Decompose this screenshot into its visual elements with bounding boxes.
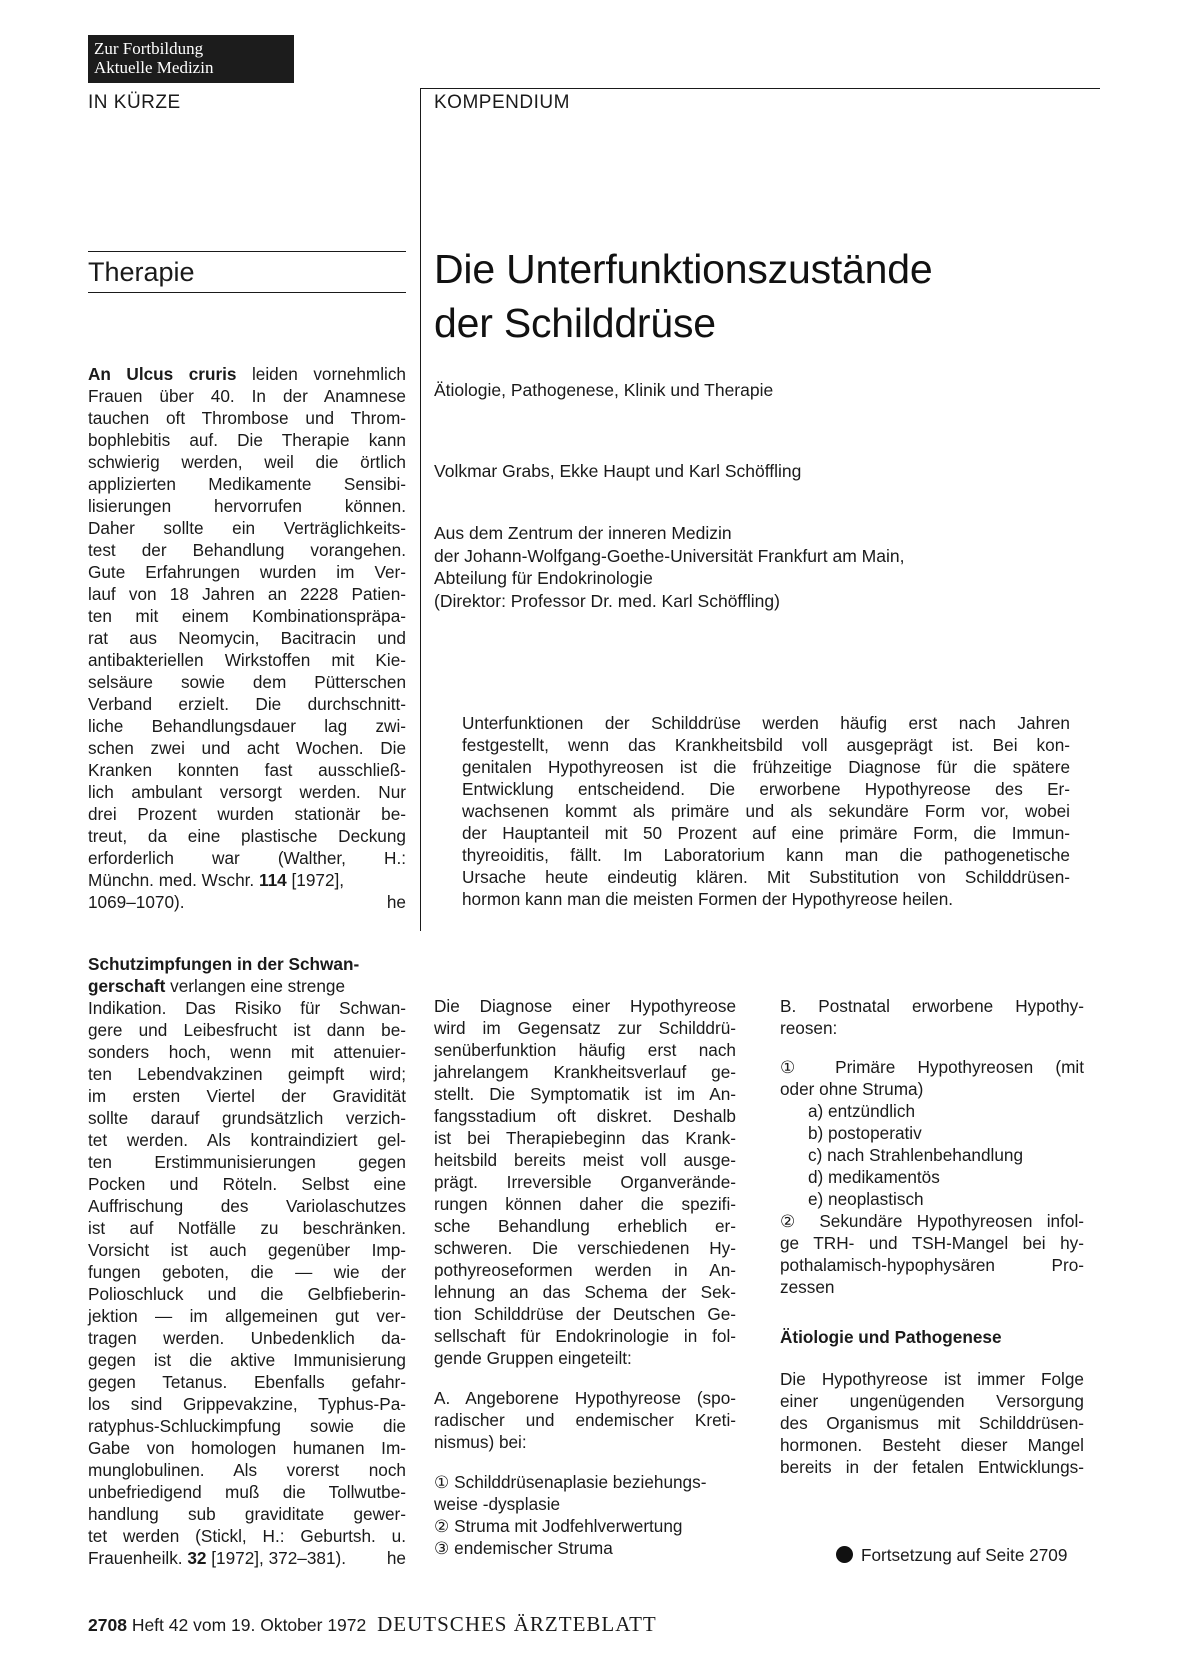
text-line: c) nach Strahlenbehandlung — [808, 1145, 1024, 1165]
text-line: zessen — [780, 1277, 835, 1297]
text-line: heitsbild bereits meist voll ausge- — [434, 1150, 736, 1170]
text-line: handlung sub graviditate gewer- — [88, 1504, 406, 1524]
text-line: unbefriedigend muß die Tollwutbe- — [88, 1482, 406, 1502]
ulcus-ref-end: 1069–1070). he — [88, 892, 406, 912]
text-line: ratyphus-Schluckimpfung sowie die — [88, 1416, 406, 1436]
group-b-heading — [780, 995, 1084, 1039]
text-line: sonders hoch, wenn mit attenuier- — [88, 1042, 406, 1062]
article-column-1 — [434, 995, 736, 1559]
magazine-name: DEUTSCHES ÄRZTEBLATT — [377, 1612, 657, 1636]
text-line: rungen können daher die spezifi- — [434, 1194, 736, 1214]
column-divider — [420, 88, 421, 931]
text-line: ge TRH- und TSH-Mangel bei hy- — [780, 1233, 1084, 1253]
text-line: Gute Erfahrungen wurden im Ver- — [88, 562, 406, 582]
text-line: (Direktor: Professor Dr. med. Karl Schöffling) — [434, 590, 780, 611]
article-authors: Volkmar Grabs, Ekke Haupt und Karl Schöffling — [434, 461, 802, 481]
article-title-line-2: der Schilddrüse — [434, 300, 716, 346]
article-abstract — [462, 712, 1070, 910]
bullet-icon — [836, 1546, 853, 1563]
text-line: ist bei Therapiebeginn das Krank- — [434, 1128, 736, 1148]
text-line: schweren. Die verschiedenen Hy- — [434, 1238, 736, 1258]
text-line: ② Struma mit Jodfehlverwertung — [434, 1516, 683, 1536]
text-line: schwierig werden, weil die örtlich — [88, 452, 406, 472]
text-line: gegen ist die aktive Immunisierung — [88, 1350, 406, 1370]
therapie-heading: Therapie — [88, 257, 195, 287]
schutzimpfungen-text — [88, 997, 406, 1547]
text-line: hormonen. Besteht dieser Mangel — [780, 1435, 1084, 1455]
text-line: wachsenen kommt als primäre und als sekundäre Form vor, wobei — [462, 801, 1070, 821]
text-line: fangsstadium oft diskret. Deshalb — [434, 1106, 736, 1126]
article-column-2 — [780, 995, 1084, 1478]
text-line: gegen Tetanus. Ebenfalls gefahr- — [88, 1372, 406, 1392]
ulcus-cruris-text — [88, 363, 406, 869]
text-line: pothyreoseformen werden in An- — [434, 1260, 736, 1280]
text-line: pothalamisch-hypophysären Pro- — [780, 1255, 1084, 1275]
text-line: tet werden (Stickl, H.: Geburtsh. u. — [88, 1526, 406, 1546]
text-line: ① Schilddrüsenaplasie beziehungs- — [434, 1472, 707, 1492]
text-line: Aus dem Zentrum der inneren Medizin — [434, 523, 732, 543]
text-line: ② Sekundäre Hypothyreosen infol- — [780, 1211, 1084, 1231]
schutzimpfungen-signature: he — [386, 1548, 406, 1568]
text-line: erforderlich war (Walther, H.: — [88, 848, 406, 868]
text-line: a) entzündlich — [808, 1101, 916, 1121]
text-line: Auffrischung des Variolaschutzes — [88, 1196, 406, 1216]
text-line: Polioschluck und die Gelbfieberin- — [88, 1284, 406, 1304]
text-line: Gabe von homologen humanen Im- — [88, 1438, 406, 1458]
text-line: ten Lebendvakzinen geimpft wird; — [88, 1064, 406, 1084]
text-line: antibakteriellen Wirkstoffen mit Kie- — [88, 650, 406, 670]
text-line: Indikation. Das Risiko für Schwan- — [88, 998, 406, 1018]
text-line: jektion — im allgemeinen gut ver- — [88, 1306, 406, 1326]
text-line: bereits in der fetalen Entwicklungs- — [780, 1457, 1084, 1477]
text-line: Entwicklung entscheidend. Die erworbene Hypothyreose des Er- — [462, 779, 1070, 799]
text-line: An Ulcus cruris leiden vornehmlich — [88, 364, 406, 384]
text-line: thyreoiditis, fällt. Im Laboratorium kann man die pathogenetische — [462, 845, 1070, 865]
text-line: gere und Leibesfrucht ist dann be- — [88, 1020, 406, 1040]
group-b-item-2 — [780, 1210, 1084, 1298]
issue-info: Heft 42 vom 19. Oktober 1972 — [131, 1615, 367, 1635]
column-1-text — [434, 995, 736, 1369]
page-number: 2708 — [88, 1615, 127, 1635]
header-rule — [420, 88, 1100, 89]
text-line: lehnung an das Schema der Sek- — [434, 1282, 736, 1302]
text-line: sollte darauf grundsätzlich verzich- — [88, 1108, 406, 1128]
text-line: liche Behandlungsdauer lag zwi- — [88, 716, 406, 736]
aetiologie-text — [780, 1368, 1084, 1478]
text-line: tragen werden. Unbedenklich da- — [88, 1328, 406, 1348]
text-line: munglobulinen. Als vorerst noch — [88, 1460, 406, 1480]
page-footer — [88, 1612, 657, 1637]
text-line: der Johann-Wolfgang-Goethe-Universität Frankfurt am Main, — [434, 545, 905, 566]
therapie-rule-top — [88, 251, 406, 252]
text-line: lauf von 18 Jahren an 2228 Patien- — [88, 584, 406, 604]
text-line: b) postoperativ — [808, 1123, 922, 1143]
text-line: reosen: — [780, 1018, 838, 1038]
text-line: sellschaft für Endokrinologie in fol- — [434, 1326, 736, 1346]
article-subtitle: Ätiologie, Pathogenese, Klinik und Therapie — [434, 380, 774, 400]
text-line: treut, da eine plastische Deckung — [88, 826, 406, 846]
text-line: weise -dysplasie — [434, 1494, 561, 1514]
text-line: A. Angeborene Hypothyreose (spo- — [434, 1388, 736, 1408]
article-title — [434, 242, 932, 350]
text-line: tion Schilddrüse der Deutschen Ge- — [434, 1304, 736, 1324]
ulcus-ref-line: Münchn. med. Wschr. 114 [1972], — [88, 870, 345, 890]
text-line: senüberfunktion häufig erst nach — [434, 1040, 736, 1060]
text-line: lisierungen hervorrufen können. — [88, 496, 406, 516]
text-line: ① Primäre Hypothyreosen (mit — [780, 1057, 1084, 1077]
text-line: prägt. Irreversible Organverände- — [434, 1172, 736, 1192]
text-line: ③ endemischer Struma — [434, 1538, 613, 1558]
text-line: stellt. Die Symptomatik ist im An- — [434, 1084, 736, 1104]
group-a-heading — [434, 1387, 736, 1453]
text-line: wird im Gegensatz zur Schilddrü- — [434, 1018, 736, 1038]
text-line: im ersten Viertel der Gravidität — [88, 1086, 406, 1106]
text-line: Frauen über 40. In der Anamnese — [88, 386, 406, 406]
text-line: e) neoplastisch — [808, 1189, 924, 1209]
text-line: los sind Grippevakzine, Typhus-Pa- — [88, 1394, 406, 1414]
text-line: jahrelangem Krankheitsverlauf ge- — [434, 1062, 736, 1082]
text-line: Unterfunktionen der Schilddrüse werden häufig erst nach Jahren — [462, 713, 1070, 733]
text-line: selsäure sowie dem Pütterschen — [88, 672, 406, 692]
ulcus-signature: he — [386, 892, 406, 912]
group-b-subitems — [780, 1100, 1084, 1210]
text-line: Abteilung für Endokrinologie — [434, 568, 653, 588]
text-line: einer ungenügenden Versorgung — [780, 1391, 1084, 1411]
text-line: genitalen Hypothyreosen ist die frühzeitige Diagnose für die spätere — [462, 757, 1070, 777]
series-line-2: Aktuelle Medizin — [94, 58, 214, 77]
section-in-kuerze: IN KÜRZE — [88, 92, 181, 113]
text-line: Verband erzielt. Die durchschnitt- — [88, 694, 406, 714]
article-title-line-1: Die Unterfunktionszustände — [434, 246, 933, 292]
text-line: oder ohne Struma) — [780, 1079, 924, 1099]
text-line: lich ambulant versorgt werden. Nur — [88, 782, 406, 802]
text-line: Kranken konnten fast ausschließ- — [88, 760, 406, 780]
text-line: Vorsicht ist auch gegenüber Imp- — [88, 1240, 406, 1260]
text-line: Die Hypothyreose ist immer Folge — [780, 1369, 1084, 1389]
text-line: ten mit einem Kombinationspräpa- — [88, 606, 406, 626]
text-line: d) medikamentös — [808, 1167, 940, 1187]
aetiologie-heading: Ätiologie und Pathogenese — [780, 1327, 1002, 1347]
article-affiliation — [434, 522, 904, 612]
schutzimpfungen-ref-end: Frauenheilk. 32 [1972], 372–381). he — [88, 1548, 406, 1568]
text-line: rat aus Neomycin, Bacitracin und — [88, 628, 406, 648]
text-line: test der Behandlung vorangehen. — [88, 540, 406, 560]
text-line: gende Gruppen eingeteilt: — [434, 1348, 632, 1368]
text-line: nismus) bei: — [434, 1432, 527, 1452]
text-line: Daher sollte ein Verträglichkeits- — [88, 518, 406, 538]
text-line: schen zwei und acht Wochen. Die — [88, 738, 406, 758]
text-line: des Organismus mit Schilddrüsen- — [780, 1413, 1084, 1433]
group-b-item-1 — [780, 1056, 1084, 1100]
text-line: ist auf Notfälle zu beschränken. — [88, 1218, 406, 1238]
text-line: Ursache heute eindeutig klären. Mit Substitution von Schilddrüsen- — [462, 867, 1070, 887]
continuation-note: Fortsetzung auf Seite 2709 — [836, 1545, 1067, 1566]
text-line: ten Erstimmunisierungen gegen — [88, 1152, 406, 1172]
schutzimpfungen-lead-1: Schutzimpfungen in der Schwan- — [88, 954, 360, 974]
series-label — [88, 35, 294, 83]
series-line-1: Zur Fortbildung — [94, 39, 204, 58]
text-line: sche Behandlung erheblich er- — [434, 1216, 736, 1236]
text-line: B. Postnatal erworbene Hypothy- — [780, 996, 1084, 1016]
therapie-rule-bottom — [88, 292, 406, 293]
text-line: drei Prozent wurden stationär be- — [88, 804, 406, 824]
text-line: der Hauptanteil mit 50 Prozent auf eine primäre Form, die Immun- — [462, 823, 1070, 843]
text-line: Pocken und Röteln. Selbst eine — [88, 1174, 406, 1194]
group-a-items — [434, 1471, 736, 1559]
text-line: radischer und endemischer Kreti- — [434, 1410, 736, 1430]
text-line: hormon kann man die meisten Formen der Hypothyreose heilen. — [462, 889, 954, 909]
text-line: bophlebitis auf. Die Therapie kann — [88, 430, 406, 450]
text-line: Die Diagnose einer Hypothyreose — [434, 996, 736, 1016]
text-line: fungen geboten, die — wie der — [88, 1262, 406, 1282]
text-line: festgestellt, wenn das Krankheitsbild voll ausgeprägt ist. Bei kon- — [462, 735, 1070, 755]
section-kompendium: KOMPENDIUM — [434, 92, 570, 113]
text-line: applizierten Medikamente Sensibi- — [88, 474, 406, 494]
text-line: tauchen oft Thrombose und Throm- — [88, 408, 406, 428]
ulcus-cruris-article — [88, 363, 406, 913]
schutzimpfungen-lead-2: gerschaft verlangen eine strenge — [88, 976, 346, 996]
text-line: tet werden. Als kontraindiziert gel- — [88, 1130, 406, 1150]
schutzimpfungen-article — [88, 953, 406, 1569]
